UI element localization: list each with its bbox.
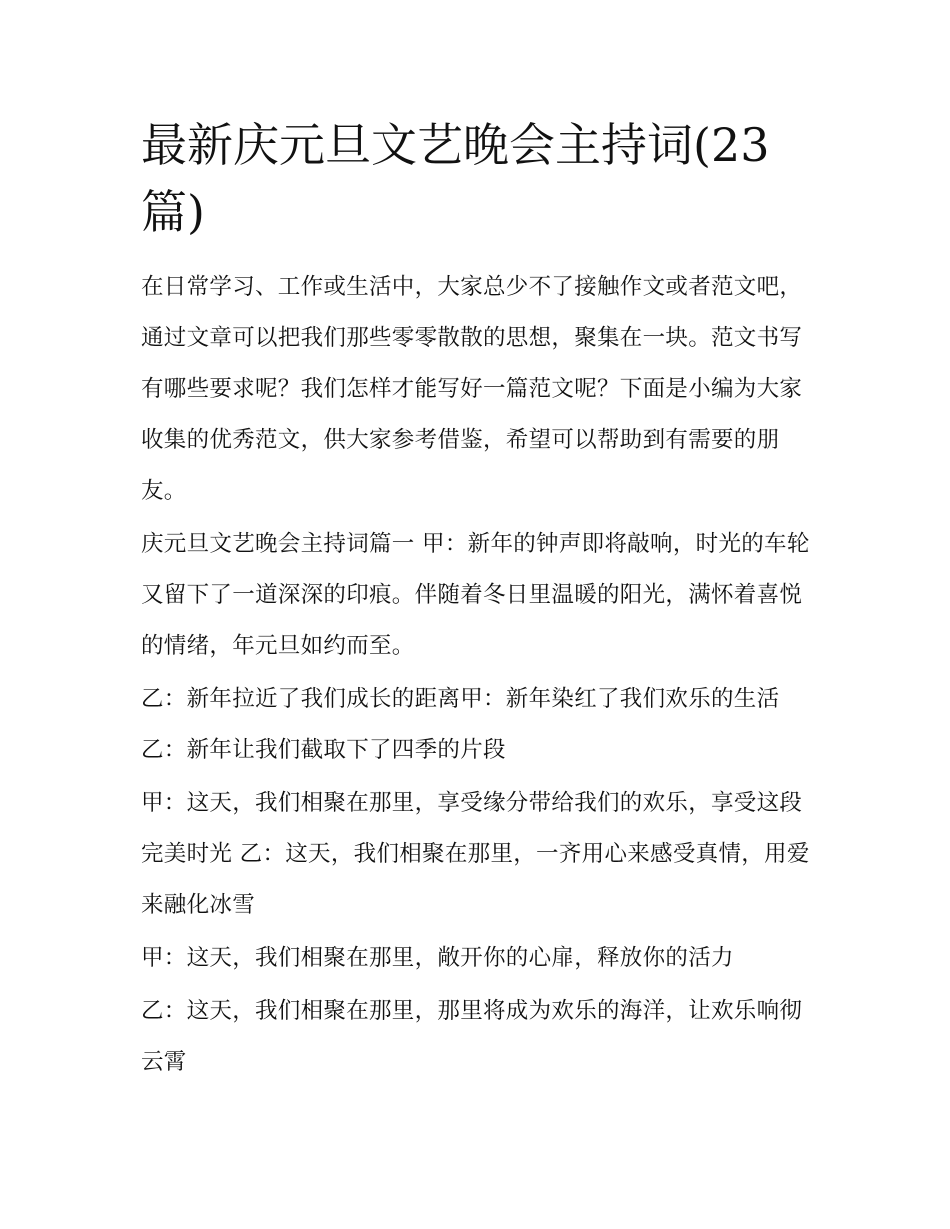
title-line-1: 最新庆元旦文艺晚会主持词(23 <box>141 118 770 172</box>
body-paragraph: 庆元旦文艺晚会主持词篇一 甲：新年的钟声即将敲响，时光的车轮又留下了一道深深的印痕。伴随着冬日里温暖的阳光，满怀着喜悦的情绪，年元旦如约而至。 <box>141 531 810 659</box>
document-body <box>141 262 813 1088</box>
body-paragraph: 乙：这天，我们相聚在那里，那里将成为欢乐的海洋，让欢乐响彻云霄 <box>141 998 803 1075</box>
intro-paragraph: 在日常学习、工作或生活中，大家总少不了接触作文或者范文吧，通过文章可以把我们那些零零散散的思想，聚集在一块。范文书写有哪些要求呢？我们怎样才能写好一篇范文呢？下面是小编为大家收集的优秀范文，供大家参考借鉴，希望可以帮助到有需要的朋友。 <box>141 274 803 504</box>
document-content <box>141 112 813 1088</box>
title-line-2: 篇) <box>141 185 205 239</box>
body-paragraph: 甲：这天，我们相聚在那里，敞开你的心扉，释放你的活力 <box>141 945 734 971</box>
document-title <box>141 112 813 246</box>
body-paragraph: 乙：新年拉近了我们成长的距离甲：新年染红了我们欢乐的生活 乙：新年让我们截取下了四季的片段 <box>141 686 780 763</box>
body-paragraph: 甲：这天，我们相聚在那里，享受缘分带给我们的欢乐，享受这段完美时光 乙：这天，我们相聚在那里，一齐用心来感受真情，用爱来融化冰雪 <box>141 790 810 918</box>
